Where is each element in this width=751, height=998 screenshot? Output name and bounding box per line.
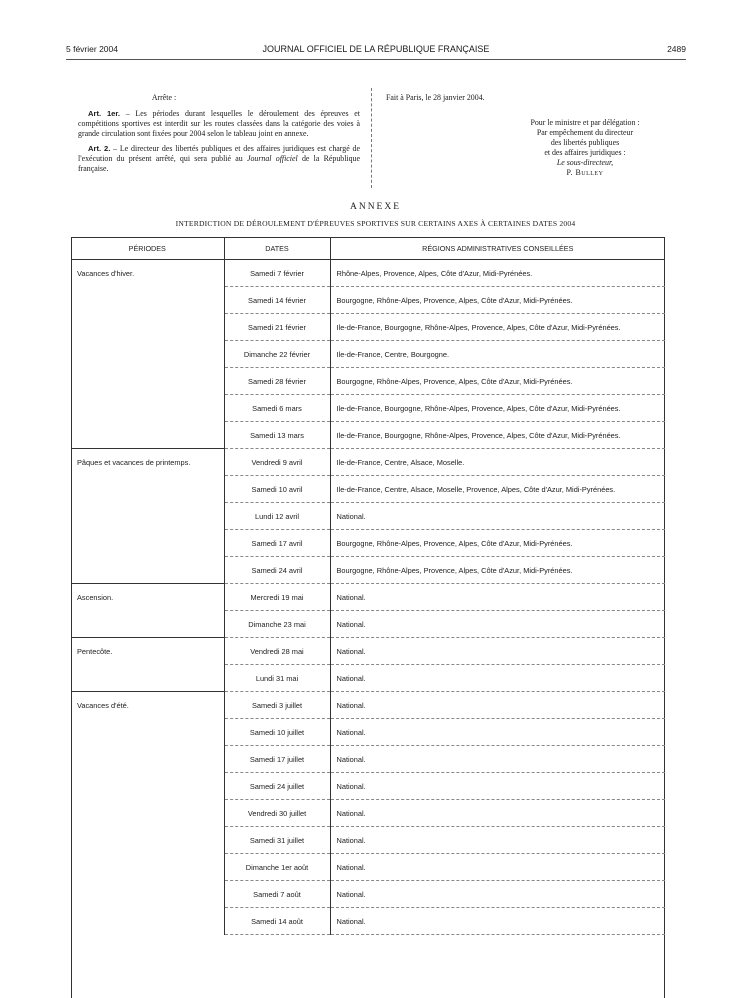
date-cell: Samedi 10 juillet: [224, 719, 330, 746]
period-cell: Ascension.: [71, 584, 224, 638]
header-journal-title: JOURNAL OFFICIEL DE LA RÉPUBLIQUE FRANÇAISE: [262, 44, 490, 54]
table-row: [71, 584, 665, 611]
regions-cell: Ile-de-France, Centre, Alsace, Moselle, Provence, Alpes, Côte d'Azur, Midi-Pyrénées.: [330, 476, 665, 503]
running-header: [66, 44, 686, 58]
signature-line-1: Pour le ministre et par délégation :: [530, 118, 640, 127]
regions-cell: Bourgogne, Rhône-Alpes, Provence, Alpes, Côte d'Azur, Midi-Pyrénées.: [330, 557, 665, 584]
table-body: [71, 260, 665, 935]
signature-block: [470, 118, 700, 178]
date-cell: Dimanche 22 février: [224, 341, 330, 368]
regions-cell: National.: [330, 611, 665, 638]
date-cell: Samedi 13 mars: [224, 422, 330, 449]
date-cell: Samedi 24 juillet: [224, 773, 330, 800]
regions-cell: National.: [330, 665, 665, 692]
regions-cell: National.: [330, 854, 665, 881]
date-cell: Lundi 31 mai: [224, 665, 330, 692]
regions-cell: National.: [330, 692, 665, 719]
period-cell: Pentecôte.: [71, 638, 224, 692]
fait-a-paris: Fait à Paris, le 28 janvier 2004.: [386, 93, 485, 102]
header-page-number: 2489: [667, 44, 686, 54]
regions-cell: National.: [330, 719, 665, 746]
article-2-label: Art. 2.: [88, 144, 111, 153]
date-cell: Samedi 17 juillet: [224, 746, 330, 773]
period-cell: Vacances d'hiver.: [71, 260, 224, 449]
signature-line-3: des libertés publiques: [550, 138, 620, 147]
article-2-journal-italic: Journal officiel: [246, 154, 298, 163]
regions-cell: National.: [330, 638, 665, 665]
regions-cell: National.: [330, 827, 665, 854]
period-cell: Vacances d'été.: [71, 692, 224, 935]
date-cell: Samedi 31 juillet: [224, 827, 330, 854]
article-2-text-b: de la République française.: [78, 154, 360, 173]
signature-column: [386, 93, 686, 119]
header-periodes: PÉRIODES: [71, 237, 224, 260]
period-cell: Pâques et vacances de printemps.: [71, 449, 224, 584]
date-cell: Lundi 12 avril: [224, 503, 330, 530]
column-separator: [371, 88, 372, 188]
regions-cell: Ile-de-France, Bourgogne, Rhône-Alpes, Provence, Alpes, Côte d'Azur, Midi-Pyrénées.: [330, 422, 665, 449]
arrete-heading: Arrête :: [151, 93, 177, 102]
date-cell: Vendredi 30 juillet: [224, 800, 330, 827]
signature-line-5: Le sous-directeur,: [556, 158, 614, 167]
regions-cell: Bourgogne, Rhône-Alpes, Provence, Alpes, Côte d'Azur, Midi-Pyrénées.: [330, 368, 665, 395]
date-cell: Samedi 14 août: [224, 908, 330, 935]
table-row: [71, 449, 665, 476]
date-cell: Samedi 7 février: [224, 260, 330, 287]
header-date: 5 février 2004: [66, 44, 118, 54]
header-dates: DATES: [224, 237, 330, 260]
annexe-subtitle: INTERDICTION DE DÉROULEMENT D'ÉPREUVES SPORTIVES SUR CERTAINS AXES À CERTAINES DATES 2004: [175, 219, 576, 228]
annexe-title: ANNEXE: [349, 202, 402, 212]
date-cell: Samedi 7 août: [224, 881, 330, 908]
date-cell: Vendredi 28 mai: [224, 638, 330, 665]
regions-cell: Ile-de-France, Bourgogne, Rhône-Alpes, Provence, Alpes, Côte d'Azur, Midi-Pyrénées.: [330, 314, 665, 341]
date-cell: Samedi 10 avril: [224, 476, 330, 503]
regions-cell: National.: [330, 746, 665, 773]
regions-cell: National.: [330, 503, 665, 530]
regions-cell: Bourgogne, Rhône-Alpes, Provence, Alpes, Côte d'Azur, Midi-Pyrénées.: [330, 287, 665, 314]
regions-cell: Bourgogne, Rhône-Alpes, Provence, Alpes, Côte d'Azur, Midi-Pyrénées.: [330, 530, 665, 557]
regions-cell: National.: [330, 908, 665, 935]
decree-articles: [78, 93, 360, 179]
date-cell: Samedi 3 juillet: [224, 692, 330, 719]
table-row: [71, 638, 665, 665]
regions-cell: Ile-de-France, Centre, Bourgogne.: [330, 341, 665, 368]
date-cell: Dimanche 23 mai: [224, 611, 330, 638]
article-1-label: Art. 1er.: [88, 109, 121, 118]
date-cell: Samedi 24 avril: [224, 557, 330, 584]
regions-cell: Ile-de-France, Centre, Alsace, Moselle.: [330, 449, 665, 476]
table-row: [71, 692, 665, 719]
regions-cell: National.: [330, 773, 665, 800]
article-1-text: – Les périodes durant lesquelles le déroulement des épreuves et compétitions sportives est interdit sur les routes classées dans la catégorie des voies à grande circulation sont fixées pour 2004 selon le tableau joint en annexe.: [78, 109, 360, 138]
date-cell: Vendredi 9 avril: [224, 449, 330, 476]
table-row: [71, 260, 665, 287]
signature-line-2: Par empêchement du directeur: [536, 128, 634, 137]
header-regions: RÉGIONS ADMINISTRATIVES CONSEILLÉES: [330, 237, 665, 260]
article-2-text-a: – Le directeur des libertés publiques et des affaires juridiques est chargé de l'exécution du présent arrêté, qui sera publié au: [78, 144, 360, 163]
article-2: [78, 144, 360, 174]
date-cell: Samedi 28 février: [224, 368, 330, 395]
date-cell: Samedi 17 avril: [224, 530, 330, 557]
signatory-name: P. Bulley: [566, 168, 604, 177]
regions-cell: Rhône-Alpes, Provence, Alpes, Côte d'Azur, Midi-Pyrénées.: [330, 260, 665, 287]
regions-cell: National.: [330, 584, 665, 611]
date-cell: Samedi 21 février: [224, 314, 330, 341]
regions-cell: National.: [330, 881, 665, 908]
header-rule: [66, 59, 686, 60]
signature-line-4: et des affaires juridiques :: [544, 148, 626, 157]
date-cell: Samedi 14 février: [224, 287, 330, 314]
regions-cell: National.: [330, 800, 665, 827]
date-cell: Dimanche 1er août: [224, 854, 330, 881]
date-cell: Samedi 6 mars: [224, 395, 330, 422]
article-1: [78, 109, 360, 139]
regions-cell: Ile-de-France, Bourgogne, Rhône-Alpes, Provence, Alpes, Côte d'Azur, Midi-Pyrénées.: [330, 395, 665, 422]
date-cell: Mercredi 19 mai: [224, 584, 330, 611]
table-header-row: [71, 237, 665, 260]
interdiction-table: [71, 237, 665, 935]
